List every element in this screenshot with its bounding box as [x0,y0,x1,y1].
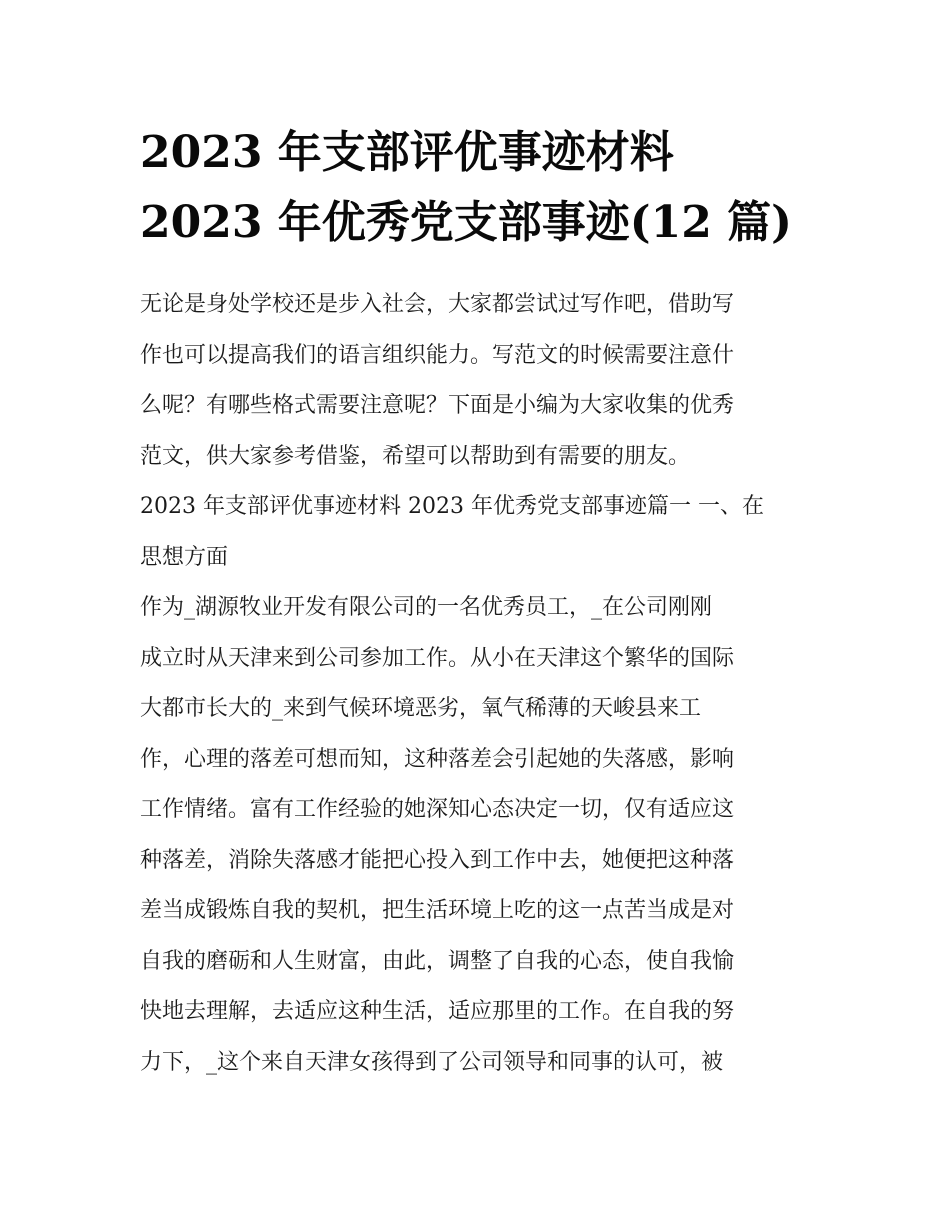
body-line: 大都市长大的_来到气候环境恶劣，氧气稀薄的天峻县来工 [140,696,702,721]
body-line: 思想方面 [140,544,229,570]
body-line: 2023 年支部评优事迹材料 2023 年优秀党支部事迹篇一 一、在 [140,494,764,519]
document-title [140,118,840,258]
body-line: 种落差，消除失落感才能把心投入到工作中去，她便把这种落 [140,847,735,873]
body-line: 范文，供大家参考借鉴，希望可以帮助到有需要的朋友。 [140,443,691,469]
body-line: 么呢？有哪些格式需要注意呢？下面是小编为大家收集的优秀 [140,393,735,418]
document-body [140,280,820,1088]
body-line: 差当成锻炼自我的契机，把生活环境上吃的这一点苦当成是对 [140,898,735,923]
title-line-2: 2023 年优秀党支部事迹(12 篇) [140,197,792,248]
title-line-1: 2023 年支部评优事迹材料 [140,127,674,178]
body-line: 无论是身处学校还是步入社会，大家都尝试过写作吧，借助写 [140,292,735,317]
body-line: 快地去理解，去适应这种生活，适应那里的工作。在自我的努 [140,999,735,1024]
body-line: 力下，_这个来自天津女孩得到了公司领导和同事的认可，被 [140,1049,724,1075]
body-line: 作，心理的落差可想而知，这种落差会引起她的失落感，影响 [140,746,735,772]
body-line: 工作情绪。富有工作经验的她深知心态决定一切，仅有适应这 [140,797,735,822]
body-line: 作也可以提高我们的语言组织能力。写范文的时候需要注意什 [140,342,735,368]
body-line: 作为_湖源牧业开发有限公司的一名优秀员工，_在公司刚刚 [140,595,713,620]
body-line: 成立时从天津来到公司参加工作。从小在天津这个繁华的国际 [140,645,735,671]
body-line: 自我的磨砺和人生财富，由此，调整了自我的心态，使自我愉 [140,948,735,974]
